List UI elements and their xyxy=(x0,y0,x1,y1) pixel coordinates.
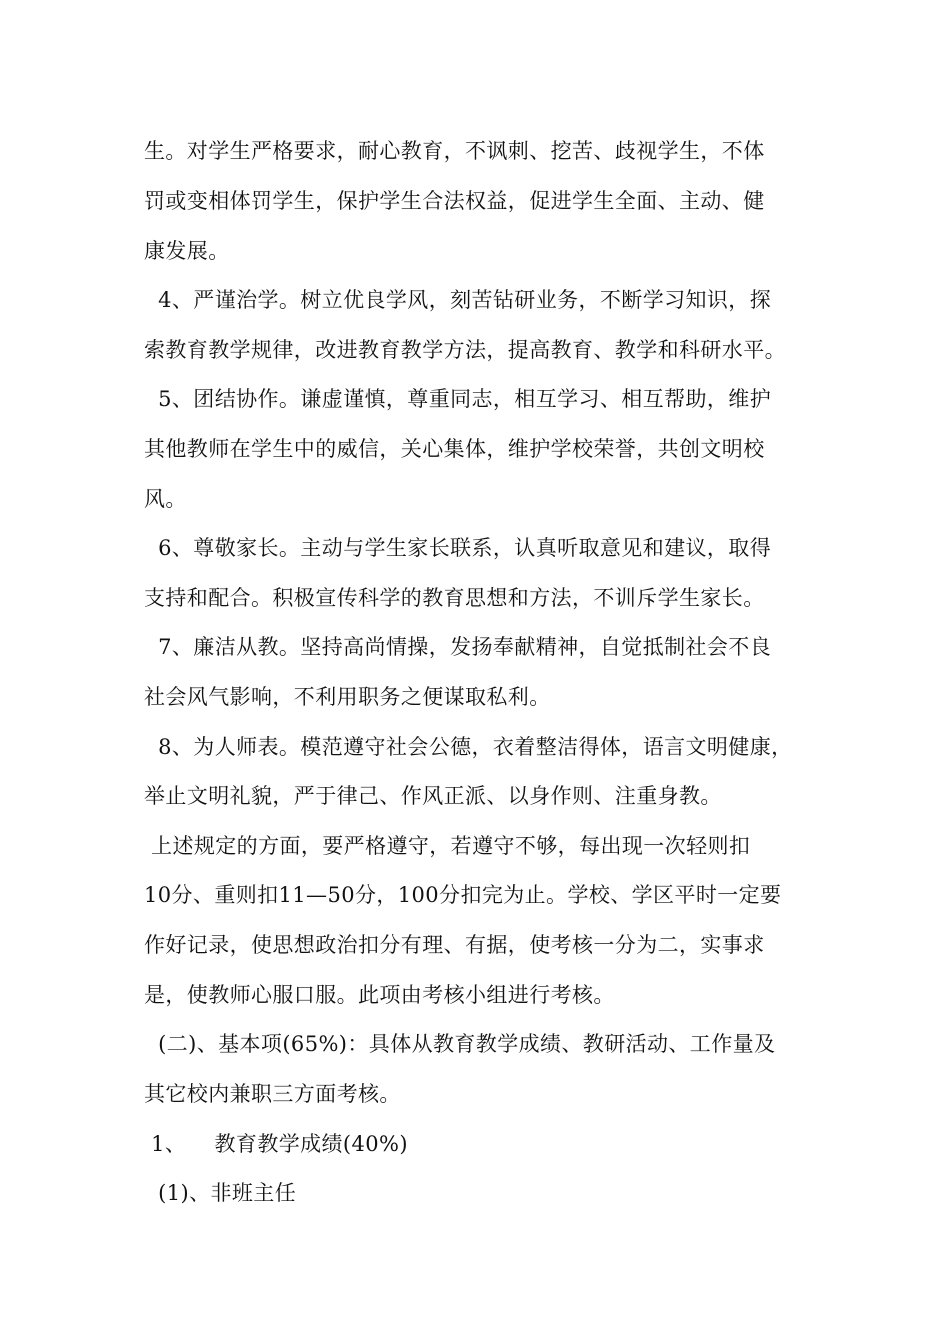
text-line: 8、为人师表。模范遵守社会公德，衣着整洁得体，语言文明健康， xyxy=(144,735,793,759)
text-line: 其它校内兼职三方面考核。 xyxy=(144,1082,401,1106)
text-line: 上述规定的方面，要严格遵守，若遵守不够，每出现一次轻则扣 xyxy=(144,834,751,858)
text-line: 生。对学生严格要求，耐心教育，不讽刺、挖苦、歧视学生，不体 xyxy=(144,139,765,163)
text-line: 支持和配合。积极宣传科学的教育思想和方法，不训斥学生家长。 xyxy=(144,586,765,610)
text-line: 6、尊敬家长。主动与学生家长联系，认真听取意见和建议，取得 xyxy=(144,536,772,560)
text-line: (1)、非班主任 xyxy=(144,1181,297,1205)
text-line: (二)、基本项(65%)：具体从教育教学成绩、教研活动、工作量及 xyxy=(144,1032,776,1056)
text-line: 1、 教育教学成绩(40%) xyxy=(144,1132,408,1156)
text-line: 7、廉洁从教。坚持高尚情操，发扬奉献精神，自觉抵制社会不良 xyxy=(144,635,772,659)
text-line: 4、严谨治学。树立优良学风，刻苦钻研业务，不断学习知识，探 xyxy=(144,288,772,312)
text-line: 其他教师在学生中的威信，关心集体，维护学校荣誉，共创文明校 xyxy=(144,437,765,461)
text-line: 5、团结协作。谦虚谨慎，尊重同志，相互学习、相互帮助，维护 xyxy=(144,387,772,411)
text-line: 罚或变相体罚学生，保护学生合法权益，促进学生全面、主动、健 xyxy=(144,189,765,213)
text-line: 10分、重则扣11—50分，100分扣完为止。学校、学区平时一定要 xyxy=(144,883,782,907)
text-line: 作好记录，使思想政治扣分有理、有据，使考核一分为二，实事求 xyxy=(144,933,765,957)
text-line: 举止文明礼貌，严于律己、作风正派、以身作则、注重身教。 xyxy=(144,784,722,808)
text-line: 社会风气影响，不利用职务之便谋取私利。 xyxy=(144,685,551,709)
text-line: 是，使教师心服口服。此项由考核小组进行考核。 xyxy=(144,983,615,1007)
text-line: 索教育教学规律，改进教育教学方法，提高教育、教学和科研水平。 xyxy=(144,338,786,362)
text-line: 康发展。 xyxy=(144,239,230,263)
text-line: 风。 xyxy=(144,487,187,511)
